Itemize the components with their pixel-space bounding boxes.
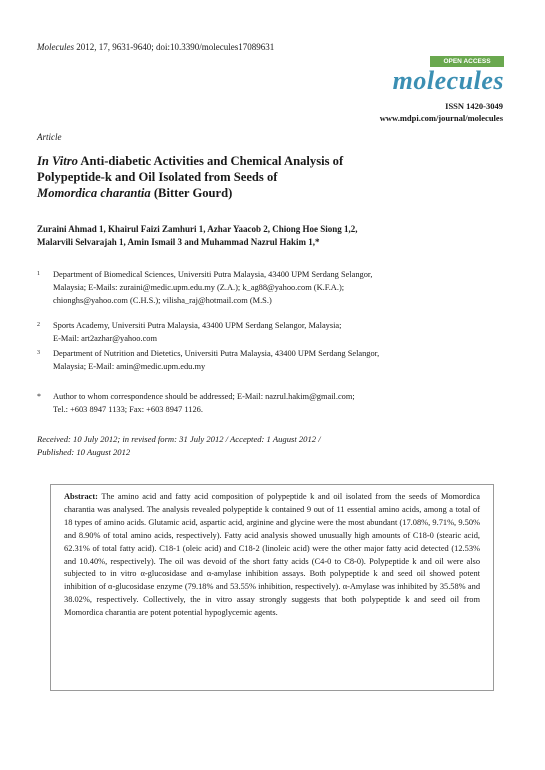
abstract-line: oil were also subjected to in vitro α-glucosidase and α-amylase inhibition assays. Both xyxy=(64,556,481,579)
correspondence-mark: * xyxy=(37,392,41,401)
journal-url[interactable]: www.mdpi.com/journal/molecules xyxy=(379,113,503,123)
affiliation-number: 3 xyxy=(37,350,40,356)
abstract-line: respectively). The oil was devoid of the short fatty acids (C4-0 to C8-0). Polypeptide k and xyxy=(110,556,432,566)
affiliation-line: Department of Biomedical Sciences, Universiti Putra Malaysia, 43400 UPM Serdang Selangor, xyxy=(53,270,373,279)
correspondence-line-2: Tel.: +603 8947 1133; Fax: +603 8947 1126. xyxy=(53,405,203,414)
abstract-line: Glutamic acid, aspartic acid, arginine and glycine were the most abundant (17.08%, 9.71%, xyxy=(148,517,457,527)
abstract-line: C18-2 (linoleic acid) were the other major fatty acid detected (12.53% and 10.40%, xyxy=(64,543,480,566)
abstract-line: The amino acid and fatty acid composition of polypeptide k and oil isolated xyxy=(101,492,372,501)
issn: ISSN 1420-3049 xyxy=(445,101,503,111)
affiliation-number: 2 xyxy=(37,322,40,328)
article-type: Article xyxy=(37,132,62,142)
authors-line-1: Zuraini Ahmad 1, Khairul Faizi Zamhuri 1, Azhar Yaacob 2, Chiong Hoe Siong 1,2, xyxy=(37,224,358,234)
affiliation-line[interactable]: Malaysia; E-Mails: zuraini@medic.upm.edu.my (Z.A.); k_ag88@yahoo.com (K.F.A.); xyxy=(53,283,345,292)
correspondence xyxy=(37,390,507,416)
abstract-line: polypeptide k and seed oil showed potent inhibition of α-glucosidase enzyme (79.18% and xyxy=(64,569,480,592)
affiliation-line: Department of Nutrition and Dietetics, Universiti Putra Malaysia, 43400 UPM Serdang Selangor, xyxy=(53,349,380,358)
abstract-line: high amounts of C18-0 (stearic acid, 62.31% of total fatty acid). C18-1 (oleic acid) and xyxy=(64,530,480,553)
citation-line xyxy=(37,42,274,52)
affiliation-number: 1 xyxy=(37,271,40,277)
open-access-badge: OPEN ACCESS xyxy=(430,56,504,67)
affiliation-line[interactable]: chionghs@yahoo.com (C.H.S.); vilisha_raj@hotmail.com (M.S.) xyxy=(53,296,272,305)
affiliation-3 xyxy=(37,347,507,373)
abstract-line: respectively. Collectively, the in vitro assay strongly suggests that both polypeptide k and xyxy=(96,595,427,605)
author-list xyxy=(37,223,507,249)
dates-line-1: Received: 10 July 2012; in revised form: 31 July 2012 / Accepted: 1 August 2012 / xyxy=(37,434,321,444)
citation-journal: Molecules xyxy=(37,42,74,52)
affiliation-line[interactable]: Malaysia; E-Mail: amin@medic.upm.edu.my xyxy=(53,362,206,371)
paper-title xyxy=(37,153,507,201)
title-line-3: Momordica charantia (Bitter Gourd) xyxy=(37,186,233,200)
dates-line-2: Published: 10 August 2012 xyxy=(37,447,131,457)
title-line-1: In Vitro Anti-diabetic Activities and Chemical Analysis of xyxy=(37,154,344,168)
abstract-line: from the seeds of Momordica charantia was analysed. The analysis revealed polypeptide k xyxy=(64,492,481,514)
title-line-2: Polypeptide-k and Oil Isolated from Seeds of xyxy=(37,170,278,184)
abstract-line: 53.55% inhibition, respectively). α-Amylase was inhibited by 35.58% and 38.02%, xyxy=(64,582,481,605)
authors-line-2: Malarvili Selvarajah 1, Amin Ismail 3 and Muhammad Nazrul Hakim 1,* xyxy=(37,237,320,247)
abstract-line: contained 9 out of 11 essential amino acids, among a total of 18 types of amino acids. xyxy=(64,504,481,527)
abstract-line: 9.50% and 8.90% of total amino acids, respectively). Fatty acid analysis showed unusually xyxy=(64,517,481,540)
affiliation-line[interactable]: E-Mail: art2azhar@yahoo.com xyxy=(53,334,157,343)
abstract-line: seed oil from Momordica charantia are potent potential hypoglycemic agents. xyxy=(64,595,480,618)
journal-logo: molecules xyxy=(392,66,504,95)
affiliation-line: Sports Academy, Universiti Putra Malaysia, 43400 UPM Serdang Selangor, Malaysia; xyxy=(53,321,342,330)
citation-details: 2012, 17, 9631-9640; doi:10.3390/molecules17089631 xyxy=(73,42,275,52)
publication-dates xyxy=(37,433,507,459)
abstract-label: Abstract: xyxy=(64,492,98,501)
abstract xyxy=(64,491,480,620)
affiliation-2 xyxy=(37,319,507,345)
correspondence-line-1[interactable]: Author to whom correspondence should be addressed; E-Mail: nazrul.hakim@gmail.com; xyxy=(53,392,355,401)
affiliation-1 xyxy=(37,268,507,307)
